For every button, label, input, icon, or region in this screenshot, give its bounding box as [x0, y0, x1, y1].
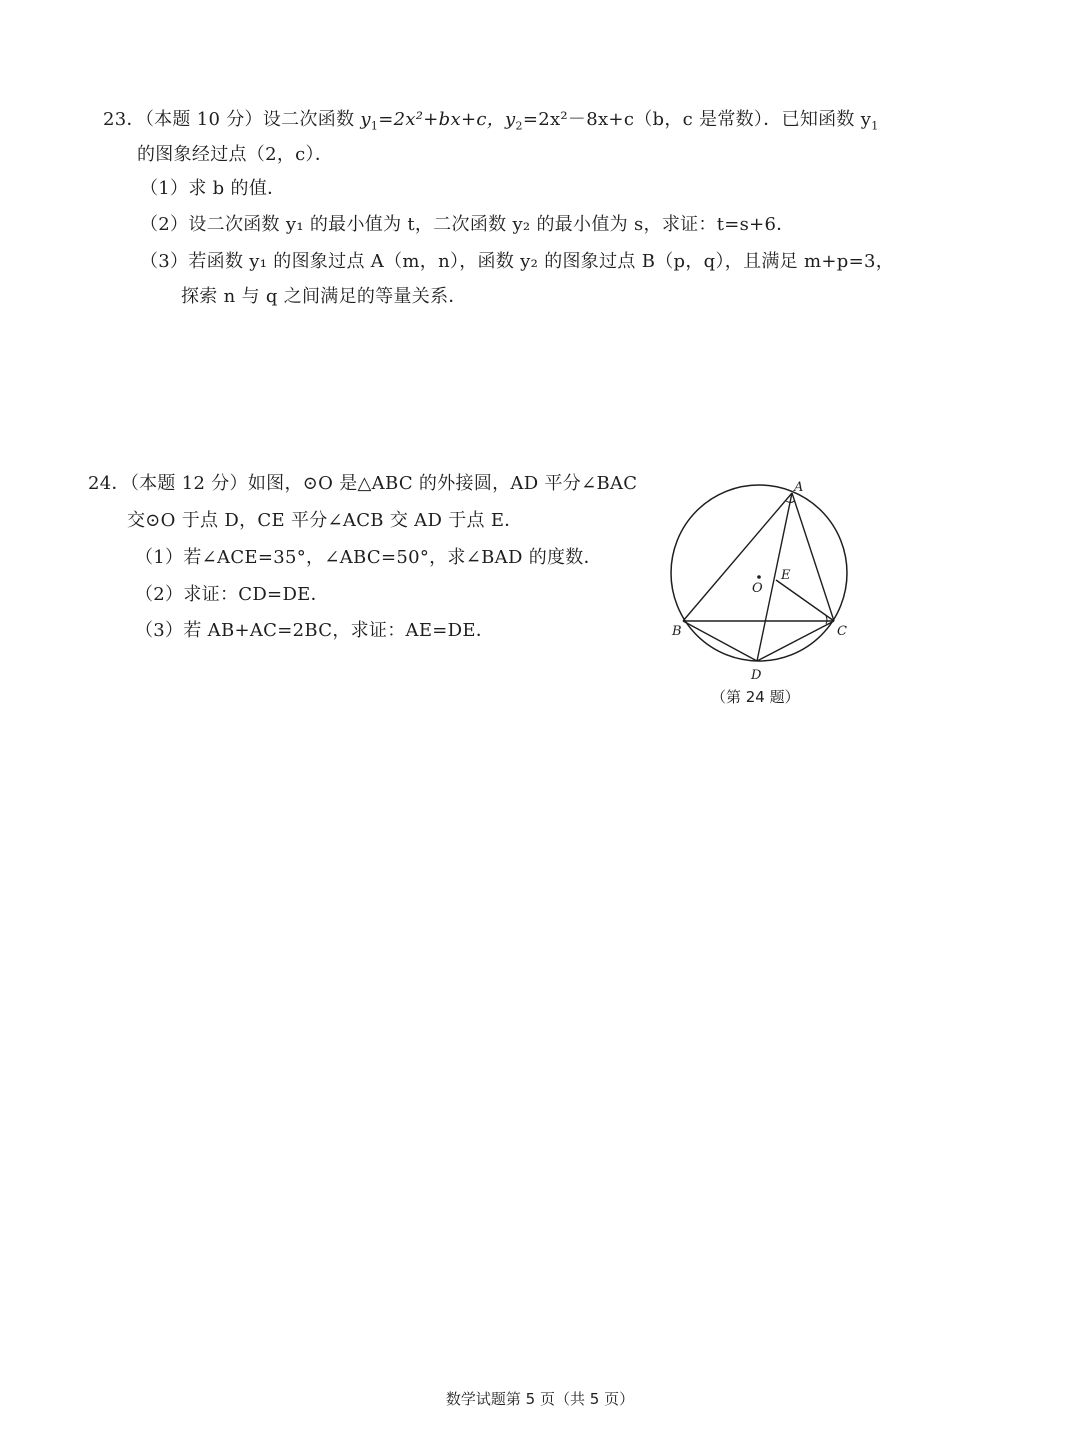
q24-number: 24．	[88, 473, 130, 494]
q24-stem-line-2: 交⊙O 于点 D，CE 平分∠ACB 交 AD 于点 E．	[127, 510, 523, 531]
q23-y1-sub: 1	[370, 119, 379, 133]
q24-stem-text: 如图，⊙O 是△ABC 的外接圆，AD 平分∠BAC	[247, 473, 638, 494]
q23-part-3-continued: 探索 n 与 q 之间满足的等量关系．	[181, 286, 467, 307]
figure-caption: （第 24 题）	[711, 688, 800, 706]
q23-y1: y	[360, 109, 371, 130]
center-point-o	[757, 575, 761, 579]
segment-cd	[757, 621, 834, 661]
q24-part-1: （1）若∠ACE=35°，∠ABC=50°，求∠BAD 的度数．	[135, 547, 602, 568]
page-footer: 数学试题第 5 页（共 5 页）	[445, 1390, 635, 1408]
q23-stem-line-2: 的图象经过点（2，c）．	[137, 144, 334, 165]
segment-ab	[683, 493, 792, 621]
q23-part-3: （3）若函数 y₁ 的图象过点 A（m，n），函数 y₂ 的图象过点 B（p，q），且满足 m+p=3，	[140, 251, 895, 272]
label-e: E	[781, 568, 791, 583]
q23-stem-text: 设二次函数	[262, 109, 361, 130]
q23-y2: y	[505, 109, 516, 130]
q24-stem-line-1	[88, 472, 637, 496]
q24-part-2: （2）求证：CD=DE．	[135, 584, 329, 605]
label-b: B	[672, 624, 682, 639]
q23-eq1: =2x²+bx+c，	[378, 109, 506, 130]
circumcircle	[671, 485, 847, 661]
q23-eq2-sub: 1	[871, 119, 879, 133]
q24-score: （本题 12 分）	[129, 473, 248, 494]
label-o: O	[752, 581, 763, 596]
segment-bd	[683, 621, 757, 661]
q23-eq2: =2x²－8x+c（b，c 是常数）．已知函数 y	[522, 109, 872, 130]
circle-triangle-figure	[660, 474, 860, 684]
label-a: A	[794, 480, 804, 495]
q24-part-3: （3）若 AB+AC=2BC，求证：AE=DE．	[135, 620, 495, 641]
q23-score: （本题 10 分）	[144, 109, 263, 130]
segment-ac	[792, 493, 834, 621]
label-d: D	[751, 668, 762, 683]
q23-y2-sub: 2	[515, 119, 523, 133]
q23-part-1: （1）求 b 的值．	[140, 178, 286, 199]
label-c: C	[837, 624, 847, 639]
segment-ce	[776, 580, 834, 621]
q23-part-2: （2）设二次函数 y₁ 的最小值为 t，二次函数 y₂ 的最小值为 s，求证：t=s+6．	[140, 214, 795, 235]
q23-stem-line-1	[103, 108, 879, 139]
q23-number: 23．	[103, 109, 145, 130]
angle-mark-c	[826, 616, 827, 624]
